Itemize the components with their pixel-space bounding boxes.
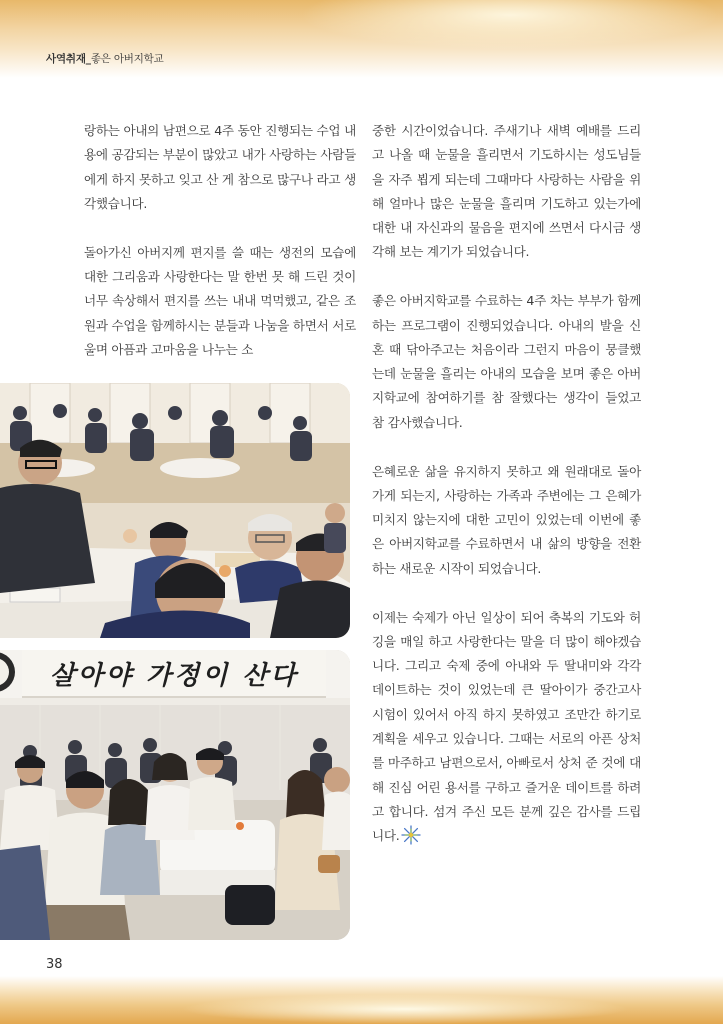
left-text-column — [84, 119, 356, 387]
right-paragraph-2: 좋은 아버지학교를 수료하는 4주 차는 부부가 함께하는 프로그램이 진행되었습니다. 아내의 발을 신혼 때 닦아주고는 처음이라 그런지 마음이 뭉클했는데 눈물을 흘리는 아내의 모습을 보며 좋은 아버지학교에 참여하기를 참 잘했다는 생각이 들었고 참 감사했습니다. — [372, 293, 641, 430]
sparkle-end-icon — [401, 825, 421, 845]
top-glow — [300, 0, 720, 50]
right-paragraph-4 — [372, 606, 641, 849]
right-paragraph-1: 중한 시간이었습니다. 주새기나 새벽 예배를 드리고 나올 때 눈물을 흘리면서 기도하시는 성도님들을 자주 뵙게 되는데 그때마다 사랑하는 사람을 위해 얼마나 많은 눈물을 흘리며 기도하고 있는가에 대한 내 자신과의 물음을 편지에 쓰면서 다시금 생각해 보는 계기가 되었습니다. — [372, 123, 641, 260]
right-text-column — [372, 119, 641, 873]
seminar-banner-photo — [0, 650, 350, 940]
section-label-title: 좋은 아버지학교 — [90, 53, 164, 65]
page-number: 38 — [46, 957, 63, 972]
section-label-bold: 사역취재_ — [46, 53, 91, 65]
left-paragraph-2: 돌아가신 아버지께 편지를 쓸 때는 생전의 모습에 대한 그리움과 사랑한다는 말 한번 못 해 드린 것이 너무 속상해서 편지를 쓰는 내내 먹먹했고, 같은 조원과 수업을 함께하시는 분들과 나눔을 하면서 서로 울며 아픔과 고마움을 나누는 소 — [84, 244, 356, 357]
right-paragraph-3: 은혜로운 삶을 유지하지 못하고 왜 원래대로 돌아가게 되는지, 사랑하는 가족과 주변에는 그 은혜가 미치지 않는지에 대한 고민이 있었는데 이번에 좋은 아버지학교를 수료하면서 내 삶의 방향을 전환하는 새로운 시작이 되었습니다. — [372, 463, 641, 576]
seminar-banner — [22, 650, 326, 698]
right-paragraph-4-text: 이제는 숙제가 아닌 일상이 되어 축복의 기도와 허깅을 매일 하고 사랑한다는 말을 더 많이 해야겠습니다. 그리고 숙제 중에 아내와 두 딸내미와 각각 데이트하는 것이 있었는데 큰 딸아이가 중간고사 시험이 있어서 아직 하지 못하였고 조만간 하기로 계획을 세우고 있습니다. 그때는 서로의 아픈 상처를 마주하고 남편으로서, 아빠로서 상처 준 것에 대해 진심 어린 용서를 구하고 즐거운 데이트를 하려고 합니다. 섬겨 주신 모든 분께 깊은 감사를 드립니다. — [372, 609, 641, 844]
left-paragraph-1: 랑하는 아내의 남편으로 4주 동안 진행되는 수업 내용에 공감되는 부분이 많았고 내가 사랑하는 사람들에게 하지 못하고 잊고 산 게 참으로 많구나 라고 생각했습니다. — [84, 123, 356, 211]
group-discussion-photo — [0, 383, 350, 638]
bottom-glow — [180, 994, 630, 1024]
banner-text: 살아야 가정이 산다 — [49, 660, 299, 691]
group-discussion-illustration — [0, 383, 350, 638]
section-label — [46, 51, 164, 66]
